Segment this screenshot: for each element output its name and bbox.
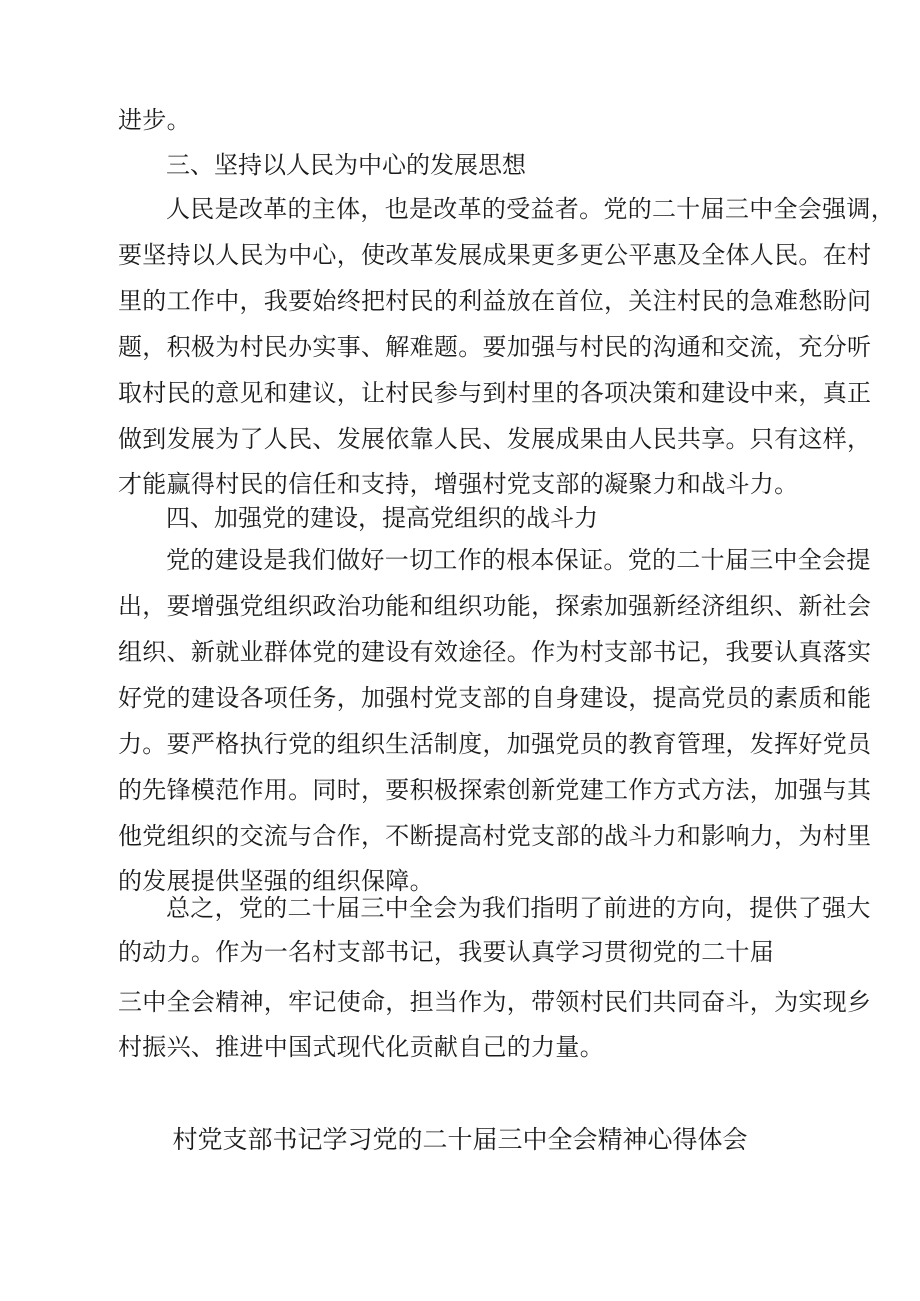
paragraph-line: 村振兴、推进中国式现代化贡献自己的力量。	[118, 1033, 604, 1061]
paragraph-line: 好党的建设各项任务，加强村党支部的自身建设，提高党员的素质和能	[118, 684, 872, 712]
paragraph-line: 出，要增强党组织政治功能和组织功能，探索加强新经济组织、新社会	[118, 592, 872, 620]
paragraph-line: 取村民的意见和建议，让村民参与到村里的各项决策和建设中来，真正	[118, 379, 872, 407]
paragraph-line: 人民是改革的主体，也是改革的受益者。党的二十届三中全会强调，	[166, 195, 895, 223]
paragraph-line: 他党组织的交流与合作，不断提高村党支部的战斗力和影响力，为村里	[118, 822, 872, 850]
paragraph-line: 党的建设是我们做好一切工作的根本保证。党的二十届三中全会提	[166, 546, 871, 574]
paragraph-line: 力。要严格执行党的组织生活制度，加强党员的教育管理，发挥好党员	[118, 730, 872, 758]
document-title: 村党支部书记学习党的二十届三中全会精神心得体会	[172, 1125, 748, 1154]
paragraph-line: 里的工作中，我要始终把村民的利益放在首位，关注村民的急难愁盼问	[118, 287, 872, 315]
paragraph-line: 的先锋模范作用。同时，要积极探索创新党建工作方式方法，加强与其	[118, 776, 872, 804]
paragraph-line: 三中全会精神，牢记使命，担当作为，带领村民们共同奋斗，为实现乡	[118, 988, 872, 1016]
paragraph-line: 的动力。作为一名村支部书记，我要认真学习贯彻党的二十届	[118, 938, 775, 966]
paragraph-fragment: 进步。	[118, 106, 191, 134]
paragraph-line: 要坚持以人民为中心，使改革发展成果更多更公平惠及全体人民。在村	[118, 241, 872, 269]
section-heading-3: 三、坚持以人民为中心的发展思想	[166, 151, 526, 179]
section-heading-4: 四、加强党的建设，提高党组织的战斗力	[166, 504, 598, 532]
paragraph-line: 组织、新就业群体党的建设有效途径。作为村支部书记，我要认真落实	[118, 638, 872, 666]
paragraph-line: 题，积极为村民办实事、解难题。要加强与村民的沟通和交流，充分听	[118, 333, 872, 361]
paragraph-line: 才能赢得村民的信任和支持，增强村党支部的凝聚力和战斗力。	[118, 470, 799, 498]
paragraph-line: 总之，党的二十届三中全会为我们指明了前进的方向，提供了强大	[166, 894, 871, 922]
paragraph-line: 的发展提供坚强的组织保障。	[118, 867, 434, 895]
paragraph-line: 做到发展为了人民、发展依靠人民、发展成果由人民共享。只有这样，	[118, 425, 872, 453]
